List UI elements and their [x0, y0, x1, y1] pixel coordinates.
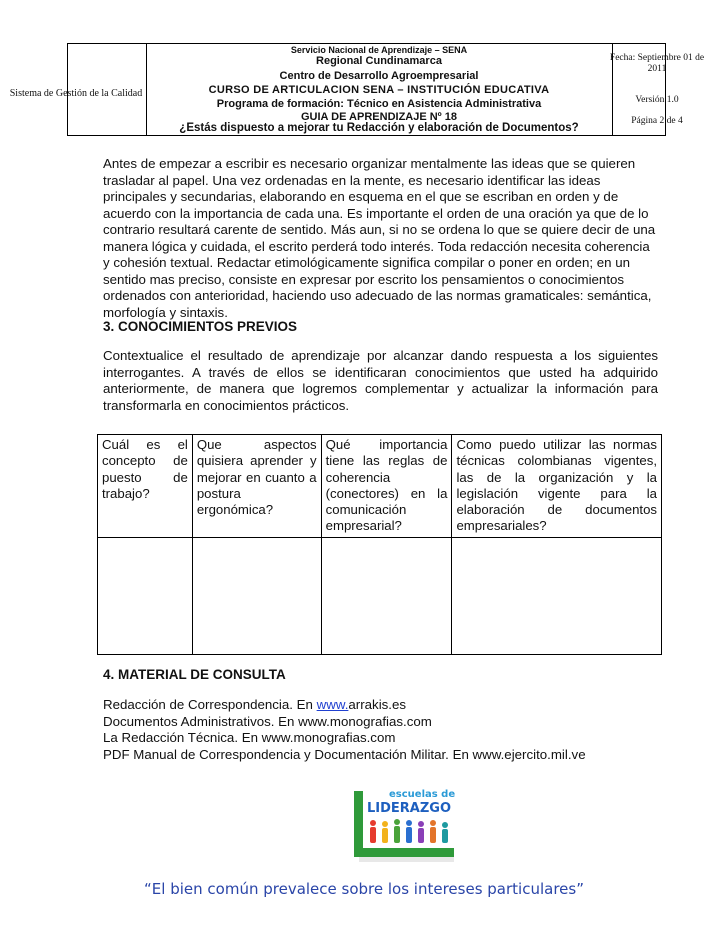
center-name: Centro de Desarrollo Agroempresarial — [279, 70, 479, 82]
reference-text: Redacción de Correspondencia. En — [103, 697, 317, 712]
section3-heading: 3. CONOCIMIENTOS PREVIOS — [103, 319, 298, 334]
reference-item: Documentos Administrativos. En www.monografias.com — [103, 713, 432, 729]
reference-item: PDF Manual de Correspondencia y Documentación Militar. En www.ejercito.mil.ve — [103, 746, 586, 762]
motto: “El bien común prevalece sobre los intereses particulares” — [144, 880, 584, 898]
header-center-cell — [146, 44, 613, 135]
date-label: Fecha: Septiembre 01 de 2011 — [609, 53, 705, 74]
version-label: Versión 1.0 — [635, 95, 679, 105]
reference-list — [103, 697, 586, 763]
answer-cell[interactable] — [98, 537, 193, 654]
reference-link[interactable]: www. — [316, 697, 349, 712]
answer-cell[interactable] — [321, 537, 452, 654]
institution-name: Servicio Nacional de Aprendizaje – SENA — [290, 45, 468, 55]
header-right-cell — [609, 44, 705, 135]
question-cell: Como puedo utilizar las normas técnicas colombianas vigentes, las de la organización y la legislación vigente para la elaboración de documentos empresariales? — [452, 435, 662, 538]
intro-paragraph: Antes de empezar a escribir es necesario organizar mentalmente las ideas que se quieren trasladar al papel. Una vez ordenadas en la mente, es necesario identificar las ideas principales y secundarias, elaborando en esquema en el que se escriban en orden y de acuerdo con la importancia de cada una. Es importante el orden de una oración ya que de lo contrario resultará carente de sentido. Más aun, si no se ordena lo que se quiere decir de una manera lógica y cuidada, el escrito perderá todo interés. Toda redacción necesita coherencia y cohesión textual. Redactar etimológicamente significa compilar o poner en orden; en un sentido mas preciso, consiste en expresar por escrito los pensamientos o conocimientos ordenados con anterioridad, haciendo uso adecuado de las normas gramaticales: semántica, morfología y sintaxis. — [103, 156, 656, 320]
program-name: Programa de formación: Técnico en Asistencia Administrativa — [216, 98, 542, 110]
guide-question: ¿Estás dispuesto a mejorar tu Redacción y elaboración de Documentos? — [179, 122, 579, 134]
escuelas-de-liderazgo-logo — [345, 783, 467, 865]
question-cell: Cuál es el concepto de puesto de trabajo? — [98, 435, 193, 538]
reference-item — [103, 697, 586, 714]
questions-table — [97, 434, 662, 655]
reference-item: La Redacción Técnica. En www.monografias.com — [103, 730, 396, 745]
logo-text-main: LIDERAZGO — [367, 801, 452, 816]
logo-text-top: escuelas de — [389, 789, 456, 800]
page-number: Página 2 de 4 — [631, 116, 683, 126]
document-header — [9, 43, 705, 136]
questions-row — [98, 435, 662, 538]
course-name: CURSO DE ARTICULACION SENA – INSTITUCIÓN EDUCATIVA — [208, 84, 550, 96]
question-cell: Qué importancia tiene las reglas de coherencia (conectores) en la comunicación empresarial? — [321, 435, 452, 538]
answer-cell[interactable] — [452, 537, 662, 654]
guide-number: GUIA DE APRENDIZAJE Nº 18 — [300, 111, 457, 123]
reference-text: arrakis.es — [348, 697, 407, 712]
answers-row — [98, 537, 662, 654]
question-cell: Que aspectos quisiera aprender y mejorar en cuanto a postura ergonómica? — [192, 435, 321, 538]
section4-heading: 4. MATERIAL DE CONSULTA — [103, 667, 286, 682]
section3-paragraph: Contextualice el resultado de aprendizaje por alcanzar dando respuesta a los siguientes interrogantes. A través de ellos se identificaran conocimientos que usted ha adquirido anteriormente, de manera que logremos complementar y actualizar la información para transformarla en conocimientos prácticos. — [103, 348, 658, 413]
answer-cell[interactable] — [192, 537, 321, 654]
people-figures-icon — [370, 819, 448, 843]
regional-name: Regional Cundinamarca — [316, 55, 442, 67]
quality-system-label: Sistema de Gestión de la Calidad — [9, 88, 143, 99]
